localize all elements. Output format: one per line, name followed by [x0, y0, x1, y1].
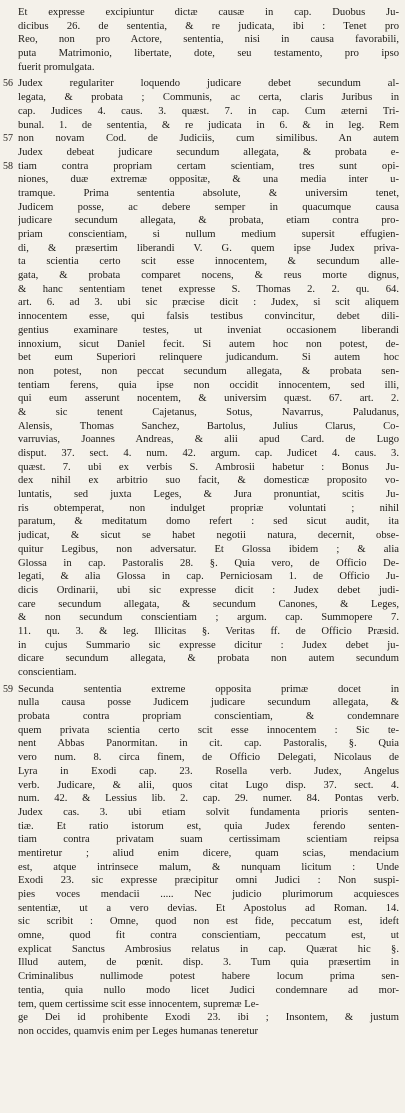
text-line: niones, duæ extremæ oppositæ, & una media inter u- — [18, 174, 399, 186]
text-line: Judex debeat judicare secundum allegata, & probata e- — [18, 146, 399, 158]
text-line: art. 6. ad 3. ubi sic præcise dicit : Judex, si scit aliquem — [18, 297, 399, 309]
text-line: in cujus Summario sic expresse dicitur : Judex debet ju- — [18, 639, 399, 651]
margin-paragraph-number: 56 — [3, 78, 13, 89]
text-line: gentius examinare testes, ut inveniat occasionem liberandi — [18, 324, 399, 336]
text-line: sic scribit : Omne, quod non est fide, peccatum est, ideft — [18, 916, 399, 928]
text-line: legati, & alia Glossa in cap. Perniciosam 1. de Officio Ju- — [18, 571, 399, 583]
text-line: nent Abbas Panormitan. in cit. cap. Pastoralis, §. Quia — [18, 738, 399, 750]
text-line: care secundum allegata, & secundum Canones, & Leges, — [18, 598, 399, 610]
margin-paragraph-number: 58 — [3, 161, 13, 172]
text-line: qui eum asserunt nocentem, & universim quæst. 67. art. 2. — [18, 393, 399, 405]
text-line: bunal. 1. de sententia, & re judicata in 6. & in leg. Rem — [18, 119, 399, 131]
text-line: judicat, & sicut se habet negotii natura, decernit, obse- — [18, 530, 399, 542]
text-line: explicat Sanctus Ambrosius relatus in cap. Quærat hic §. — [18, 943, 399, 955]
text-line: Reo, non pro Actore, sententia, nisi in causa favorabili, — [18, 34, 399, 46]
text-line: verb. Judicare, & alii, quos citat Lugo disp. 37. sect. 4. — [18, 779, 399, 791]
text-line: Glossa in cap. Pastoralis 28. §. Quia vero, de Officio De- — [18, 557, 399, 569]
text-line: conscientiam. — [18, 667, 77, 678]
text-line: bet eum Superiori relinquere judicandum. Si autem hoc — [18, 352, 399, 364]
text-line: non potest, non peccat secundum allegata, & probata sen- — [18, 365, 399, 377]
text-line: Et expresse excipiuntur dictæ causæ in cap. Duobus Ju- — [18, 7, 399, 18]
text-line: quem privata scientia certo scit esse innocentem : Sic te- — [18, 724, 399, 736]
text-line: ta scientia certo scit esse innocentem, & secundum alle- — [18, 256, 399, 268]
text-line: dicis Ordinarii, ubi sic expresse dicit : Judex debet judi- — [18, 584, 399, 596]
margin-paragraph-number: 59 — [3, 684, 13, 695]
text-line: tramque. Prima sententia absolute, & universim tenet, — [18, 187, 399, 199]
text-line: fuerit promulgata. — [18, 61, 95, 73]
text-line: tentia, quia nullo modo licet Judici condemnare ad mor- — [18, 984, 399, 996]
text-line: varruvias, Joannes Andreas, & alii apud Card. de Lugo — [18, 434, 399, 446]
text-line: non occides, quamvis enim per Leges humanas teneretur — [18, 1025, 259, 1037]
text-line: dicibus 26. de sententia, & re judicata, ibi : Tenet pro — [18, 20, 399, 32]
text-line: non novam Cod. de Judiciis, cum similibus. An autem — [18, 133, 399, 145]
margin-paragraph-number: 57 — [3, 133, 13, 144]
text-line: quitur Legibus, non adversatur. Et Glossa ibidem ; & alia — [18, 543, 399, 555]
text-line: num. 42. & Lessius lib. 2. cap. 29. numer. 84. Pontas verb. — [18, 793, 399, 805]
text-line: & sic tenent Cajetanus, Sotus, Navarrus, Paludanus, — [18, 406, 399, 418]
text-line: tentiam ferens, quia ipse non occidit innocentem, sed illi, — [18, 379, 399, 391]
text-line: puta Matrimonio, libertate, dote, seu testamento, pro ipso — [18, 48, 399, 60]
text-line: disput. 37. sect. 4. num. 42. argum. cap. Judicet 4. caus. 3. — [18, 448, 399, 459]
text-line: sententiæ, ut a vero devias. Et Apostolus ad Roman. 14. — [18, 902, 399, 914]
text-line: innoxium, sicut Daniel fecit. Si autem hoc non potest, de- — [18, 338, 399, 350]
text-line: pies voces mendacii ..... Nec judicio plurimorum acquiesces — [18, 889, 399, 900]
text-line: Judex cas. 3. ubi etiam solvit fundamenta prioris senten- — [18, 806, 399, 818]
text-line: Judex regulariter loquendo judicare debet secundum al- — [18, 78, 399, 90]
text-line: est, atque intrinsece malum, & nunquam licitum : Unde — [18, 861, 399, 873]
text-line: Alensis, Thomas Sanchez, Bartolus, Julius Clarus, Co- — [18, 420, 399, 432]
text-line: ris obtemperat, non indulget propriæ voluntati ; nihil — [18, 502, 399, 514]
text-line: dex nihil ex arbitrio suo facit, & domesticæ proposito vo- — [18, 475, 399, 487]
text-line: innocentem esse, qui falsis testibus convincitur, debet dili- — [18, 311, 399, 323]
text-line: 11. qu. 3. & leg. Illicitas §. Veritas ff. de Officio Præsid. — [18, 625, 399, 637]
text-line: probata contra propriam conscientiam, & condemnare — [18, 711, 399, 723]
text-line: di, & præsertim liberandi V. G. quem ipse Judex priva- — [18, 242, 399, 254]
text-line: paratum, & meditatum domo refert : sed sicut audit, ita — [18, 516, 399, 528]
text-line: Illud autem, de pœnit. disp. 3. Tum quia præsertim in — [18, 957, 399, 969]
text-line: Secunda sententia extreme opposita primæ docet in — [18, 683, 399, 695]
text-line: tiam contra propriam certam scientiam, tres sunt opi- — [18, 160, 399, 172]
text-line: Judicem posse, ac debere semper in quacumque causa — [18, 201, 399, 213]
text-line: omne, quod fit contra conscientiam, peccatum est, ut — [18, 930, 399, 942]
text-line: mentiretur ; aliud enim dicere, quam scias, mendacium — [18, 847, 399, 859]
text-line: Criminalibus nullimode potest habere locum prima sen- — [18, 971, 399, 983]
text-line: tem, quem certissime scit esse innocentem, supremæ Le- — [18, 998, 259, 1010]
text-line: tiæ. Et ratio istorum est, quia Judex ferendo senten- — [18, 820, 399, 832]
text-block — [18, 6, 399, 1039]
text-line: vero num. 8. circa finem, de Officio Delegati, Nicolaus de — [18, 752, 399, 764]
text-line: Exodi 23. sic expresse præcipitur omni Judici : Non suspi- — [18, 875, 399, 887]
text-line: priam conscientiam, si nullum medium supersit effugien- — [18, 229, 399, 240]
text-line: Lyra in Exodi cap. 23. Rosella verb. Judex, Angelus — [18, 765, 399, 777]
text-line: gata, & probata comparet nocens, & reus morte dignus, — [18, 270, 399, 282]
text-line: cap. Judices 4. caus. 3. quæst. 7. in cap. Cum æterni Tri- — [18, 105, 399, 117]
text-line: legata, & probata ; Communis, ac certa, claris Juribus in — [18, 92, 399, 104]
text-line: luntatis, sed juxta Leges, & Jura pronuntiat, scitis Ju- — [18, 489, 399, 501]
text-line: nulla causa posse Judicem judicare secundum allegata, & — [18, 697, 399, 709]
text-line: ge Dei id prohibente Exodi 23. ibi ; Insontem, & justum — [18, 1012, 399, 1024]
text-line: tiam contra privatam suam certissimam scientiam reipsa — [18, 834, 399, 846]
text-line: dicare secundum allegata, & probata non autem secundum — [18, 653, 399, 665]
text-line: quæst. 7. ubi ex verbis S. Ambrosii habetur : Bonus Ju- — [18, 461, 399, 473]
text-line: judicare secundum allegata, & probata, etiam contra pro- — [18, 215, 399, 227]
text-line: & non secundum conscientiam ; argum. cap. Summopere 7. — [18, 612, 399, 624]
text-line: & hanc sententiam tenet expresse S. Thomas 2. 2. qu. 64. — [18, 283, 399, 295]
